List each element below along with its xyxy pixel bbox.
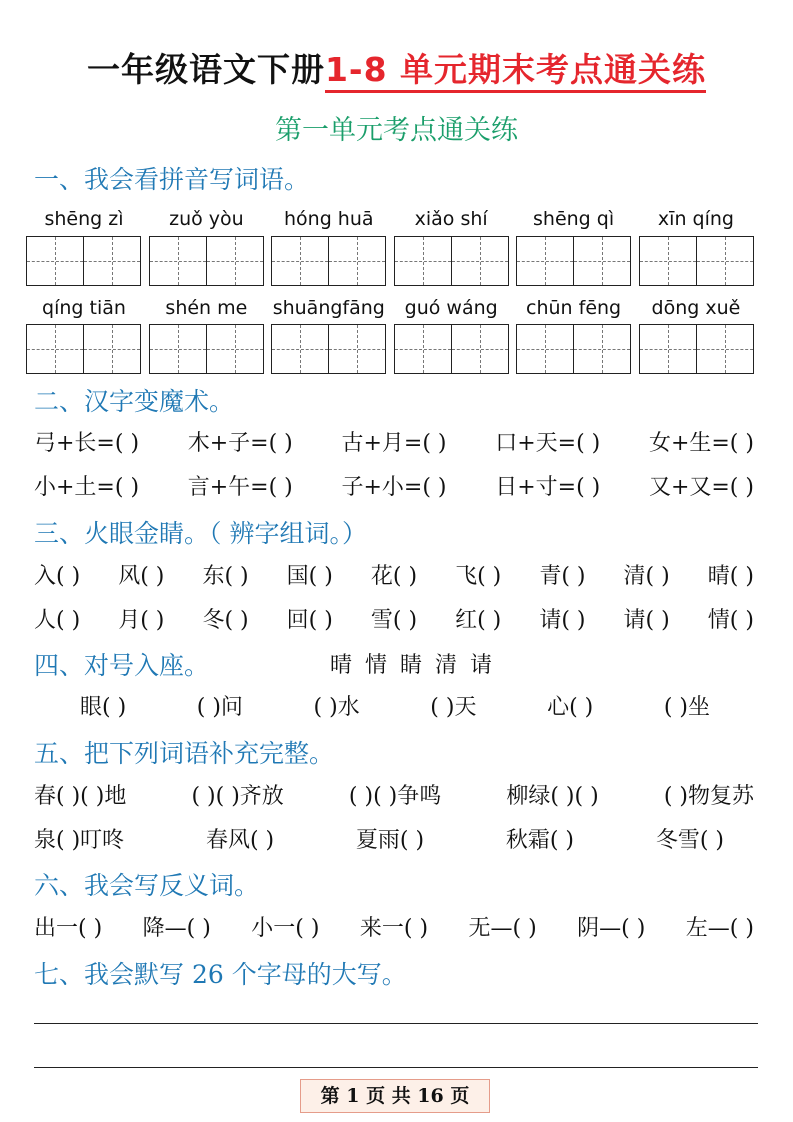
fill-item[interactable]: ( )物复苏: [663, 784, 754, 809]
zuci-item[interactable]: 飞( ): [455, 564, 502, 589]
match-item[interactable]: 心( ): [547, 695, 594, 720]
section-2-heading: 二、汉字变魔术。: [34, 387, 235, 416]
fill-item[interactable]: ( )( )齐放: [191, 784, 284, 809]
writing-box[interactable]: [271, 236, 386, 286]
magic-item[interactable]: 弓+长=( ): [34, 431, 140, 456]
writing-box[interactable]: [26, 236, 141, 286]
zuci-item[interactable]: 晴( ): [707, 564, 754, 589]
match-row: [80, 690, 710, 721]
page-title: [0, 44, 793, 91]
zuci-item[interactable]: 东( ): [202, 564, 249, 589]
zuci-item[interactable]: 请( ): [539, 608, 586, 633]
pinyin-label: guó wáng: [404, 297, 498, 319]
pinyin-row-1: [26, 208, 754, 230]
writing-box[interactable]: [26, 324, 141, 374]
zuci-item[interactable]: 请( ): [623, 608, 670, 633]
section-3-heading: 三、火眼金睛。（ 辨字组词。）: [34, 519, 367, 548]
antonym-item[interactable]: 降—( ): [142, 916, 211, 941]
zuci-item[interactable]: 人( ): [34, 608, 81, 633]
writing-line[interactable]: [34, 1067, 758, 1068]
match-item[interactable]: ( )问: [196, 695, 243, 720]
match-item[interactable]: 眼( ): [80, 695, 127, 720]
magic-item[interactable]: 又+又=( ): [648, 475, 754, 500]
page-number: 第 1 页 共 16 页: [300, 1079, 490, 1113]
pinyin-label: qíng tiān: [42, 297, 126, 319]
pinyin-label: dōng xuě: [651, 297, 741, 319]
zuci-item[interactable]: 入( ): [34, 564, 81, 589]
writing-box[interactable]: [149, 236, 264, 286]
fill-item[interactable]: 柳绿( )( ): [506, 784, 599, 809]
tian-grid-row-2: [26, 324, 754, 374]
tian-grid-row-1: [26, 236, 754, 286]
section-1-heading: 一、我会看拼音写词语。: [34, 165, 310, 194]
pinyin-label: shēng zì: [44, 208, 124, 230]
antonym-item[interactable]: 小一( ): [251, 916, 320, 941]
section-6-heading: 六、我会写反义词。: [34, 871, 260, 900]
magic-row-1: [34, 426, 754, 457]
writing-box[interactable]: [516, 236, 631, 286]
magic-item[interactable]: 口+天=( ): [495, 431, 601, 456]
fill-row-1: [34, 779, 754, 810]
pinyin-label: xiǎo shí: [414, 208, 488, 230]
section-7-heading: 七、我会默写 26 个字母的大写。: [34, 960, 407, 989]
fill-row-2: [34, 823, 724, 854]
match-word-bank: 晴 情 睛 清 请: [330, 653, 492, 678]
magic-item[interactable]: 言+午=( ): [187, 475, 293, 500]
pinyin-label: zuǒ yòu: [169, 208, 244, 230]
pinyin-label: shén me: [165, 297, 248, 319]
magic-item[interactable]: 古+月=( ): [341, 431, 447, 456]
title-red: 1-8 单元期末考点通关练: [325, 50, 706, 93]
section-5-heading: 五、把下列词语补充完整。: [34, 739, 335, 768]
pinyin-label: hóng huā: [284, 208, 374, 230]
antonym-item[interactable]: 阴—( ): [577, 916, 646, 941]
magic-item[interactable]: 子+小=( ): [341, 475, 447, 500]
writing-box[interactable]: [639, 236, 754, 286]
antonym-row: [34, 911, 754, 942]
antonym-item[interactable]: 来一( ): [359, 916, 429, 941]
writing-box[interactable]: [639, 324, 754, 374]
match-item[interactable]: ( )天: [430, 695, 477, 720]
fill-item[interactable]: 秋霜( ): [505, 828, 575, 853]
match-item[interactable]: ( )水: [313, 695, 360, 720]
zuci-row-1: [34, 559, 754, 590]
title-black: 一年级语文下册: [86, 50, 325, 89]
zuci-item[interactable]: 回( ): [286, 608, 333, 633]
writing-box[interactable]: [149, 324, 264, 374]
zuci-row-2: [34, 603, 754, 634]
zuci-item[interactable]: 冬( ): [202, 608, 249, 633]
pinyin-row-2: [26, 297, 754, 319]
zuci-item[interactable]: 情( ): [707, 608, 754, 633]
zuci-item[interactable]: 花( ): [370, 564, 418, 589]
fill-item[interactable]: 泉( )叮咚: [34, 828, 125, 853]
zuci-item[interactable]: 雪( ): [370, 608, 418, 633]
zuci-item[interactable]: 月( ): [118, 608, 165, 633]
zuci-item[interactable]: 清( ): [623, 564, 670, 589]
magic-item[interactable]: 女+生=( ): [648, 431, 754, 456]
fill-item[interactable]: 春( )( )地: [34, 784, 127, 809]
writing-box[interactable]: [394, 236, 509, 286]
writing-box[interactable]: [516, 324, 631, 374]
pinyin-label: chūn fēng: [526, 297, 622, 319]
pinyin-label: shuāngfāng: [272, 297, 385, 319]
zuci-item[interactable]: 风( ): [118, 564, 165, 589]
zuci-item[interactable]: 国( ): [286, 564, 333, 589]
pinyin-label: xīn qíng: [657, 208, 734, 230]
match-item[interactable]: ( )坐: [663, 695, 710, 720]
magic-item[interactable]: 木+子=( ): [187, 431, 293, 456]
antonym-item[interactable]: 无—( ): [468, 916, 537, 941]
pinyin-label: shēng qì: [533, 208, 615, 230]
unit-subtitle: 第一单元考点通关练: [275, 115, 518, 146]
magic-row-2: [34, 470, 754, 501]
writing-box[interactable]: [394, 324, 509, 374]
antonym-item[interactable]: 左—( ): [685, 916, 754, 941]
zuci-item[interactable]: 青( ): [539, 564, 586, 589]
antonym-item[interactable]: 出一( ): [34, 916, 103, 941]
writing-line[interactable]: [34, 1023, 758, 1024]
fill-item[interactable]: ( )( )争鸣: [348, 784, 442, 809]
fill-item[interactable]: 冬雪( ): [655, 828, 724, 853]
fill-item[interactable]: 夏雨( ): [355, 828, 425, 853]
section-4-heading: 四、对号入座。: [34, 651, 210, 680]
zuci-item[interactable]: 红( ): [455, 608, 502, 633]
writing-box[interactable]: [271, 324, 386, 374]
magic-item[interactable]: 小+土=( ): [34, 475, 140, 500]
magic-item[interactable]: 日+寸=( ): [495, 475, 601, 500]
fill-item[interactable]: 春风( ): [205, 828, 275, 853]
